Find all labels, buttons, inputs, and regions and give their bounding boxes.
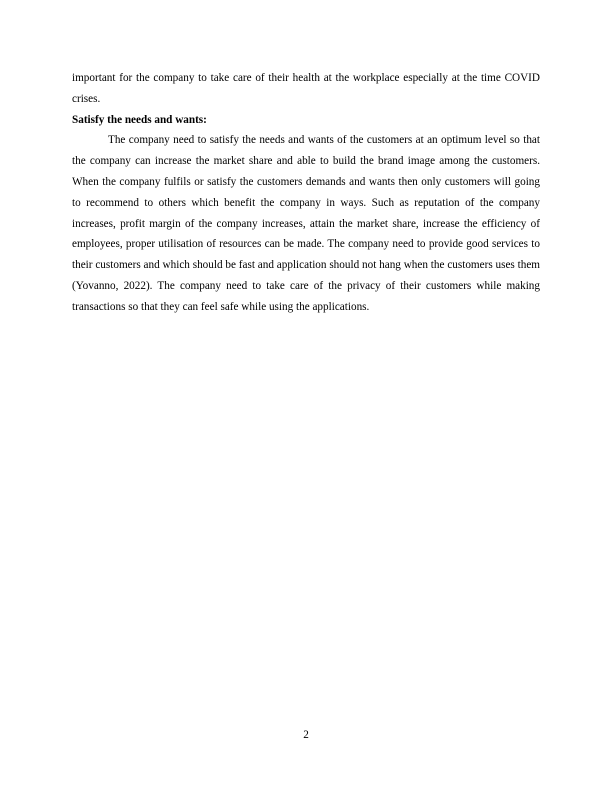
body-paragraph: The company need to satisfy the needs and wants of the customers at an optimum level so that the company can increase the market share and able to build the brand image among the customers. When the company fulfils or satisfy the customers demands and wants then only customers will going to recommend to others which benefit the company in ways. Such as reputation of the company increases, profit margin of the company increases, attain the market share, increase the efficiency of employees, proper utilisation of resources can be made. The company need to provide good services to their customers and which should be fast and application should not hang when the customers uses them (Yovanno, 2022). The company need to take care of the privacy of their customers while making transactions so that they can feel safe while using the applications. [72,134,540,313]
section-heading: Satisfy the needs and wants: [72,113,207,126]
page-body [72,68,540,318]
continuation-paragraph: important for the company to take care of their health at the workplace especially at the time COVID crises. [72,72,540,105]
page-number: 2 [303,729,309,741]
